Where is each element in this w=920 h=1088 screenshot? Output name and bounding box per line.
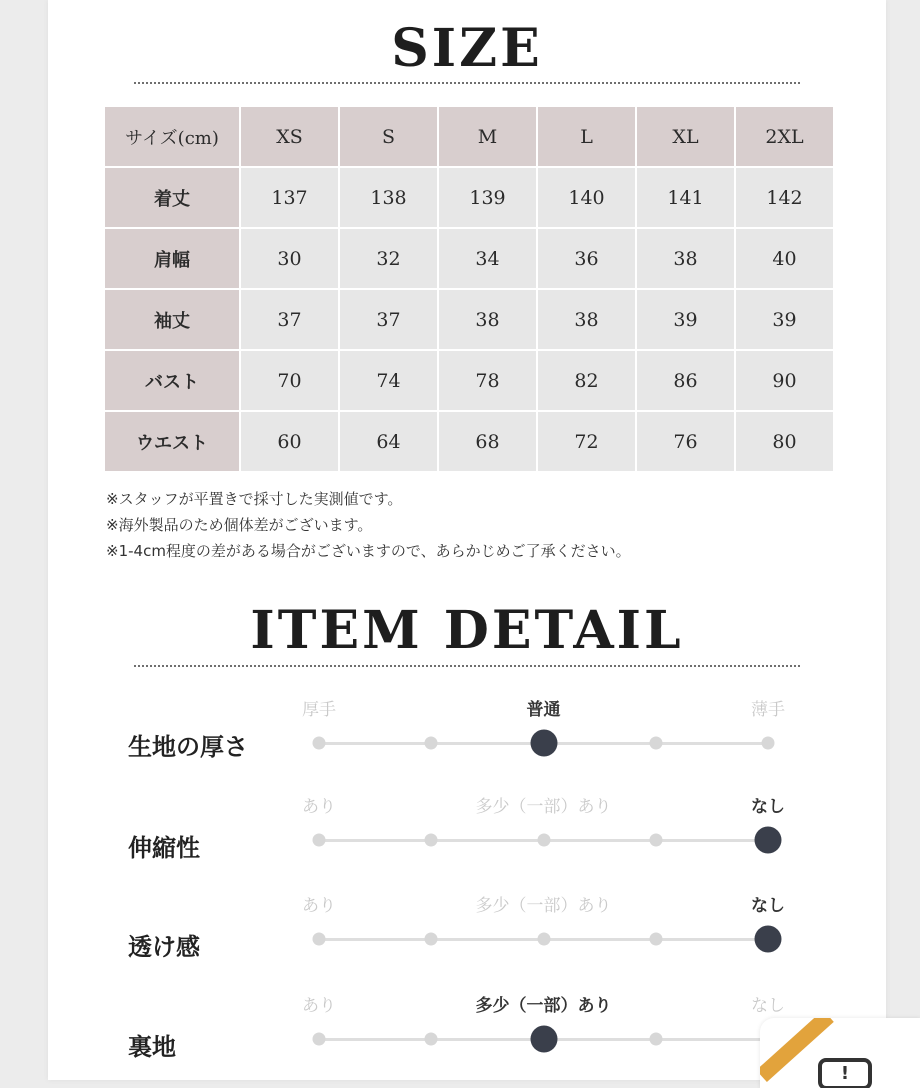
table-cell: 142 — [736, 168, 833, 227]
scale-tick — [537, 933, 550, 946]
table-cell: 40 — [736, 229, 833, 288]
size-header-cell: M — [439, 107, 536, 166]
row-label: ウエスト — [105, 412, 239, 471]
table-cell: 138 — [340, 168, 437, 227]
table-cell: 86 — [637, 351, 734, 410]
table-cell: 74 — [340, 351, 437, 410]
alert-icon[interactable]: ! — [818, 1058, 872, 1088]
table-cell: 30 — [241, 229, 338, 288]
scale-label: あり — [302, 896, 336, 916]
note-line: ※海外製品のため個体差がございます。 — [106, 516, 373, 534]
scale-tick — [313, 834, 326, 847]
scale-tick — [425, 737, 438, 750]
scale-label: 厚手 — [302, 700, 336, 720]
scale-label: 多少（一部）あり — [475, 797, 612, 817]
table-cell: 72 — [538, 412, 635, 471]
scale-knob — [755, 827, 782, 854]
scale-tick — [425, 834, 438, 847]
size-table — [103, 105, 835, 473]
item-detail-title: ITEM DETAIL — [250, 600, 684, 661]
table-cell: 34 — [439, 229, 536, 288]
table-cell: 90 — [736, 351, 833, 410]
size-header-cell: L — [538, 107, 635, 166]
note-line: ※スタッフが平置きで採寸した実測値です。 — [106, 490, 403, 508]
scale-tick — [649, 834, 662, 847]
scale-knob — [530, 1026, 557, 1053]
row-label: 肩幅 — [105, 229, 239, 288]
scale-knob — [755, 926, 782, 953]
table-row — [105, 229, 833, 288]
table-cell: 32 — [340, 229, 437, 288]
table-cell: 36 — [538, 229, 635, 288]
table-cell: 60 — [241, 412, 338, 471]
scale-label: あり — [302, 996, 336, 1016]
scale-label: 薄手 — [751, 700, 785, 720]
scale-tick — [313, 933, 326, 946]
table-cell: 64 — [340, 412, 437, 471]
table-cell: 137 — [241, 168, 338, 227]
row-label: 着丈 — [105, 168, 239, 227]
scale-tick — [313, 737, 326, 750]
size-header-label: サイズ(cm) — [105, 107, 239, 166]
row-label: 袖丈 — [105, 290, 239, 349]
detail-row — [48, 792, 886, 882]
table-cell: 76 — [637, 412, 734, 471]
size-title: SIZE — [391, 18, 543, 79]
row-label: バスト — [105, 351, 239, 410]
table-cell: 39 — [637, 290, 734, 349]
scale-label: あり — [302, 797, 336, 817]
detail-name: 伸縮性 — [128, 834, 200, 862]
table-cell: 82 — [538, 351, 635, 410]
table-cell: 141 — [637, 168, 734, 227]
note-line: ※1-4cm程度の差がある場合がございますので、あらかじめご了承ください。 — [106, 542, 631, 560]
scale-tick — [425, 1033, 438, 1046]
table-cell: 70 — [241, 351, 338, 410]
detail-name: 生地の厚さ — [128, 733, 248, 761]
scale-tick — [537, 834, 550, 847]
detail-row — [48, 695, 886, 785]
table-row — [105, 412, 833, 471]
size-header-cell: XL — [637, 107, 734, 166]
table-row — [105, 290, 833, 349]
scale-tick — [649, 933, 662, 946]
scale-tick — [425, 933, 438, 946]
corner-badge[interactable] — [760, 1018, 920, 1088]
table-cell: 140 — [538, 168, 635, 227]
table-cell: 39 — [736, 290, 833, 349]
dotted-divider — [134, 82, 800, 84]
table-cell: 80 — [736, 412, 833, 471]
size-notes — [106, 486, 631, 564]
detail-name: 裏地 — [128, 1033, 176, 1061]
scale-tick — [313, 1033, 326, 1046]
table-cell: 38 — [538, 290, 635, 349]
product-page — [48, 0, 886, 1080]
size-header-cell: XS — [241, 107, 338, 166]
table-cell: 68 — [439, 412, 536, 471]
scale-knob — [530, 730, 557, 757]
size-table-header — [105, 107, 833, 166]
table-row — [105, 168, 833, 227]
size-header-cell: 2XL — [736, 107, 833, 166]
size-header-cell: S — [340, 107, 437, 166]
scale-label: 多少（一部）あり — [475, 896, 612, 916]
table-cell: 139 — [439, 168, 536, 227]
scale-label: なし — [751, 996, 785, 1016]
scale-label: なし — [751, 797, 785, 817]
scale-label: なし — [751, 896, 785, 916]
table-row — [105, 351, 833, 410]
table-cell: 78 — [439, 351, 536, 410]
detail-row — [48, 891, 886, 981]
scale-tick — [649, 737, 662, 750]
table-cell: 38 — [439, 290, 536, 349]
scale-tick — [649, 1033, 662, 1046]
detail-name: 透け感 — [128, 933, 200, 961]
table-cell: 37 — [241, 290, 338, 349]
scale-label: 多少（一部）あり — [475, 996, 612, 1016]
scale-label: 普通 — [526, 700, 561, 720]
table-cell: 38 — [637, 229, 734, 288]
scale-tick — [762, 737, 775, 750]
table-cell: 37 — [340, 290, 437, 349]
dotted-divider — [134, 665, 800, 667]
